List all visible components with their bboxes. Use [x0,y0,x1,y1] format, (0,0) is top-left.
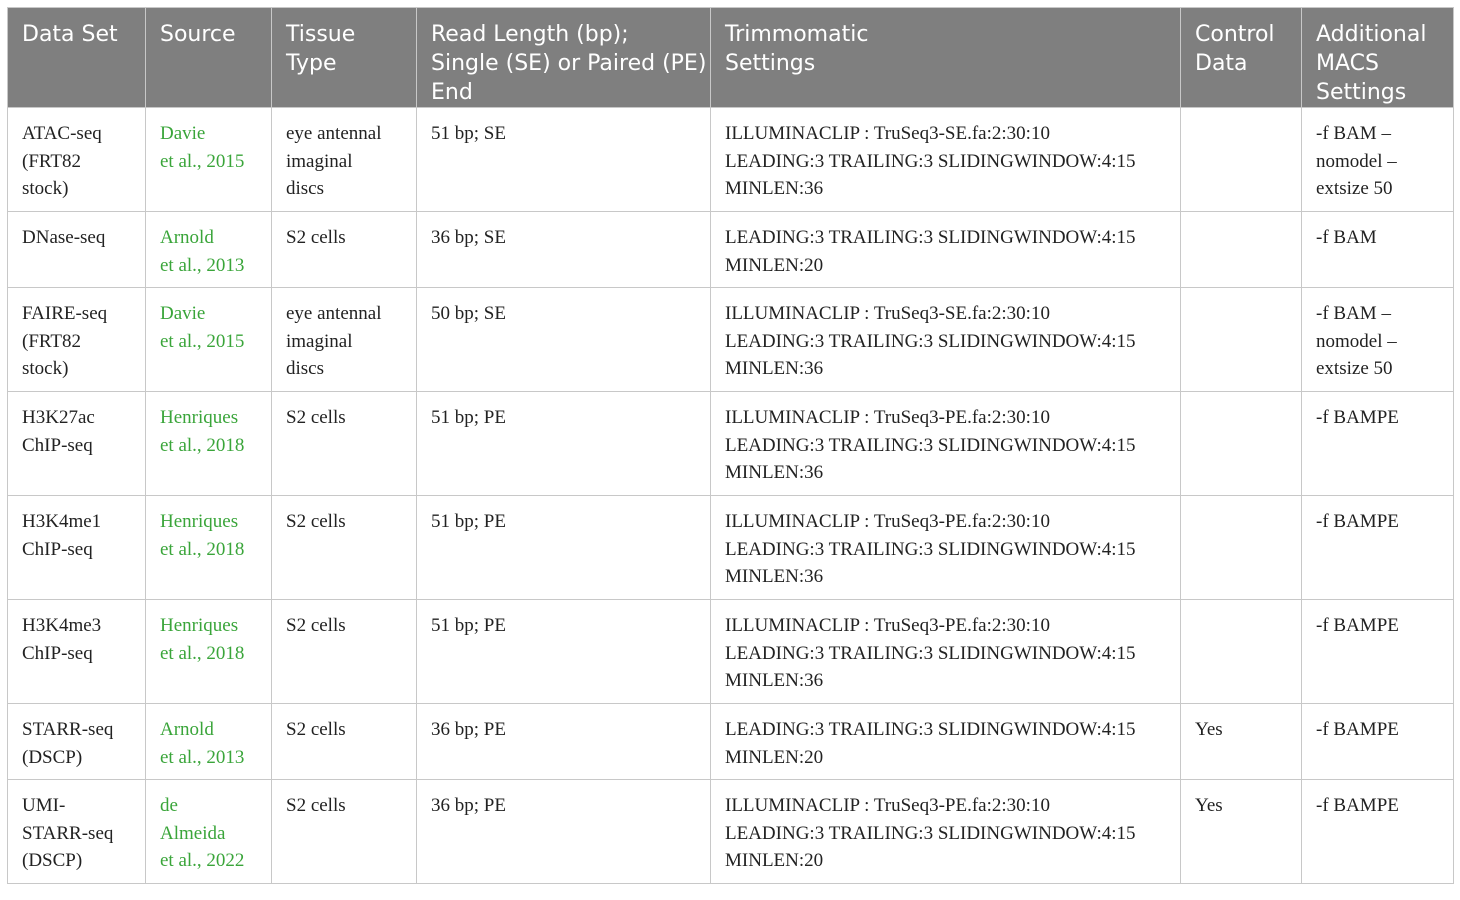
cell-control [1181,600,1302,704]
table-row [8,212,1454,288]
cell-control: Yes [1181,780,1302,884]
cell-macs: -f BAM – nomodel – extsize 50 [1302,288,1454,392]
cell-control [1181,212,1302,288]
cell-data-set: STARR-seq (DSCP) [8,704,146,780]
header-control-data: Control Data [1181,8,1302,108]
cell-data-set: FAIRE-seq (FRT82 stock) [8,288,146,392]
cell-data-set: H3K4me1 ChIP-seq [8,496,146,600]
header-data-set: Data Set [8,8,146,108]
citation-link[interactable]: Davie et al., 2015 [146,108,272,212]
cell-macs: -f BAMPE [1302,496,1454,600]
cell-read-length: 36 bp; SE [417,212,711,288]
table-row [8,392,1454,496]
cell-tissue: S2 cells [272,600,417,704]
cell-trimmomatic: ILLUMINACLIP : TruSeq3-PE.fa:2:30:10 LEADING:3 TRAILING:3 SLIDINGWINDOW:4:15 MINLEN:36 [711,496,1181,600]
cell-trimmomatic: LEADING:3 TRAILING:3 SLIDINGWINDOW:4:15 MINLEN:20 [711,212,1181,288]
cell-tissue: S2 cells [272,496,417,600]
table-row [8,704,1454,780]
cell-control [1181,288,1302,392]
cell-read-length: 51 bp; PE [417,600,711,704]
cell-control [1181,108,1302,212]
cell-macs: -f BAM – nomodel – extsize 50 [1302,108,1454,212]
cell-tissue: eye antennal imaginal discs [272,108,417,212]
table-row [8,600,1454,704]
cell-trimmomatic: LEADING:3 TRAILING:3 SLIDINGWINDOW:4:15 MINLEN:20 [711,704,1181,780]
cell-control: Yes [1181,704,1302,780]
citation-link[interactable]: Arnold et al., 2013 [146,704,272,780]
cell-data-set: UMI- STARR-seq (DSCP) [8,780,146,884]
cell-tissue: S2 cells [272,780,417,884]
citation-link[interactable]: Arnold et al., 2013 [146,212,272,288]
cell-trimmomatic: ILLUMINACLIP : TruSeq3-PE.fa:2:30:10 LEADING:3 TRAILING:3 SLIDINGWINDOW:4:15 MINLEN:36 [711,600,1181,704]
cell-trimmomatic: ILLUMINACLIP : TruSeq3-PE.fa:2:30:10 LEADING:3 TRAILING:3 SLIDINGWINDOW:4:15 MINLEN:20 [711,780,1181,884]
cell-read-length: 51 bp; SE [417,108,711,212]
cell-data-set: H3K4me3 ChIP-seq [8,600,146,704]
header-row [8,8,1454,108]
data-table [7,7,1454,884]
cell-macs: -f BAM [1302,212,1454,288]
cell-read-length: 51 bp; PE [417,392,711,496]
citation-link[interactable]: Henriques et al., 2018 [146,392,272,496]
cell-data-set: ATAC-seq (FRT82 stock) [8,108,146,212]
cell-read-length: 36 bp; PE [417,704,711,780]
header-tissue-type: Tissue Type [272,8,417,108]
table-row [8,288,1454,392]
citation-link[interactable]: de Almeida et al., 2022 [146,780,272,884]
cell-data-set: H3K27ac ChIP-seq [8,392,146,496]
cell-tissue: S2 cells [272,212,417,288]
cell-macs: -f BAMPE [1302,392,1454,496]
cell-macs: -f BAMPE [1302,600,1454,704]
citation-link[interactable]: Henriques et al., 2018 [146,600,272,704]
header-trimmomatic-settings: Trimmomatic Settings [711,8,1181,108]
cell-macs: -f BAMPE [1302,704,1454,780]
header-read-length: Read Length (bp); Single (SE) or Paired (PE) End [417,8,711,108]
header-macs-settings: Additional MACS Settings [1302,8,1454,108]
cell-macs: -f BAMPE [1302,780,1454,884]
cell-tissue: S2 cells [272,392,417,496]
table-row [8,780,1454,884]
citation-link[interactable]: Henriques et al., 2018 [146,496,272,600]
cell-data-set: DNase-seq [8,212,146,288]
citation-link[interactable]: Davie et al., 2015 [146,288,272,392]
table-row [8,496,1454,600]
cell-tissue: S2 cells [272,704,417,780]
cell-control [1181,392,1302,496]
cell-tissue: eye antennal imaginal discs [272,288,417,392]
cell-read-length: 36 bp; PE [417,780,711,884]
cell-read-length: 50 bp; SE [417,288,711,392]
header-source: Source [146,8,272,108]
cell-trimmomatic: ILLUMINACLIP : TruSeq3-PE.fa:2:30:10 LEADING:3 TRAILING:3 SLIDINGWINDOW:4:15 MINLEN:36 [711,392,1181,496]
cell-trimmomatic: ILLUMINACLIP : TruSeq3-SE.fa:2:30:10 LEADING:3 TRAILING:3 SLIDINGWINDOW:4:15 MINLEN:36 [711,288,1181,392]
cell-control [1181,496,1302,600]
cell-trimmomatic: ILLUMINACLIP : TruSeq3-SE.fa:2:30:10 LEADING:3 TRAILING:3 SLIDINGWINDOW:4:15 MINLEN:36 [711,108,1181,212]
cell-read-length: 51 bp; PE [417,496,711,600]
table-row [8,108,1454,212]
